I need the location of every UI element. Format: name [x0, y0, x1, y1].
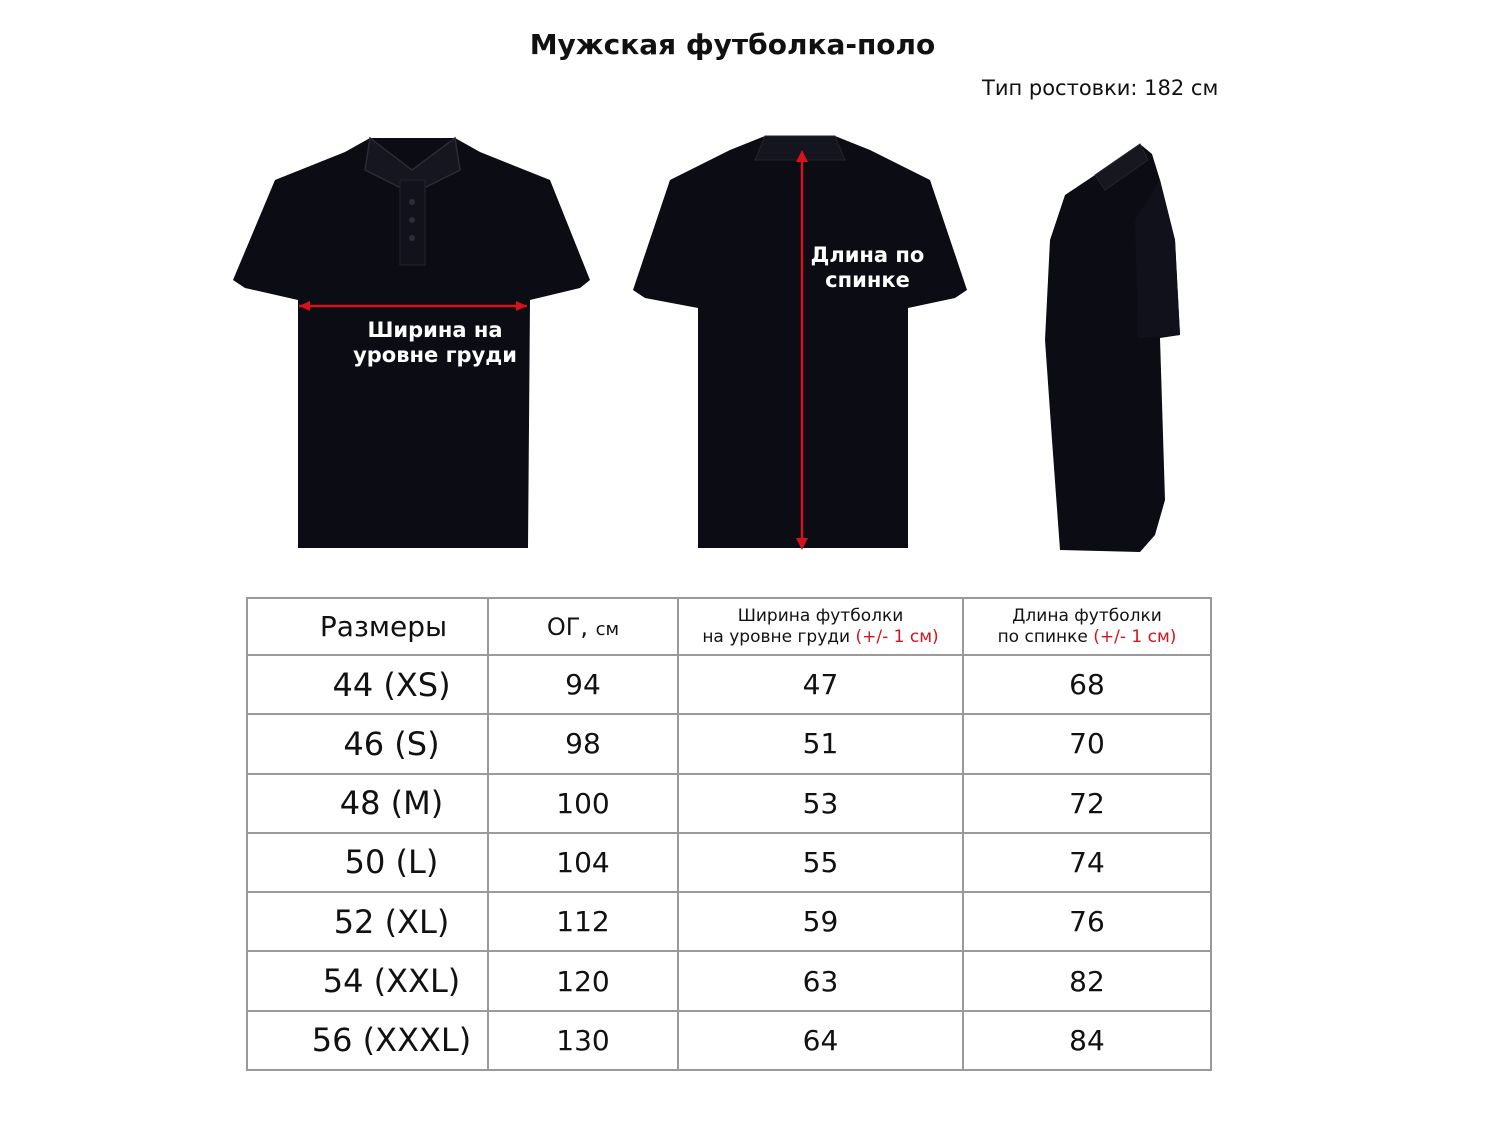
header-chest-width-tolerance: (+/- 1 см): [855, 626, 939, 647]
header-og-label: ОГ,: [546, 612, 589, 641]
cell-og: 112: [488, 892, 678, 951]
cell-size: 50 (L): [247, 833, 488, 892]
cell-og: 98: [488, 714, 678, 773]
cell-size: 54 (XXL): [247, 951, 488, 1010]
header-chest-width: [678, 598, 963, 655]
cell-width: 47: [678, 655, 963, 714]
height-note: Тип ростовки: 182 см: [982, 76, 1219, 100]
table-row: [247, 1011, 1211, 1070]
chest-width-label-line2: уровне груди: [353, 343, 517, 367]
cell-width: 51: [678, 714, 963, 773]
cell-width: 55: [678, 833, 963, 892]
cell-length: 74: [963, 833, 1211, 892]
size-table: [246, 597, 1212, 1071]
back-length-label-line1: Длина по: [810, 243, 925, 267]
cell-size: 46 (S): [247, 714, 488, 773]
header-back-length-tolerance: (+/- 1 см): [1093, 626, 1177, 647]
cell-width: 63: [678, 951, 963, 1010]
table-row: [247, 774, 1211, 833]
table-row: [247, 833, 1211, 892]
cell-length: 76: [963, 892, 1211, 951]
cell-size: 44 (XS): [247, 655, 488, 714]
cell-size: 52 (XL): [247, 892, 488, 951]
back-length-label: [800, 243, 935, 293]
header-chest-width-line2: на уровне груди: [702, 626, 851, 647]
cell-og: 100: [488, 774, 678, 833]
table-row: [247, 951, 1211, 1010]
polo-side-image: [1040, 140, 1190, 555]
header-back-length-line1: Длина футболки: [1012, 605, 1162, 626]
back-length-label-line2: спинке: [825, 268, 910, 292]
cell-width: 53: [678, 774, 963, 833]
header-back-length: [963, 598, 1211, 655]
table-row: [247, 892, 1211, 951]
cell-og: 120: [488, 951, 678, 1010]
header-back-length-line2: по спинке: [997, 626, 1088, 647]
chest-width-label-line1: Ширина на: [367, 318, 503, 342]
header-size: Размеры: [247, 598, 488, 655]
cell-width: 64: [678, 1011, 963, 1070]
cell-size: 48 (M): [247, 774, 488, 833]
header-chest-width-line1: Ширина футболки: [737, 605, 904, 626]
chest-width-label: [335, 318, 535, 368]
cell-length: 72: [963, 774, 1211, 833]
cell-size: 56 (XXXL): [247, 1011, 488, 1070]
table-row: [247, 655, 1211, 714]
cell-og: 104: [488, 833, 678, 892]
page-title: Мужская футболка-поло: [529, 28, 936, 61]
cell-og: 130: [488, 1011, 678, 1070]
cell-length: 82: [963, 951, 1211, 1010]
table-header-row: [247, 598, 1211, 655]
cell-width: 59: [678, 892, 963, 951]
cell-length: 84: [963, 1011, 1211, 1070]
table-row: [247, 714, 1211, 773]
header-og: [488, 598, 678, 655]
polo-back-image: [630, 130, 970, 550]
cell-og: 94: [488, 655, 678, 714]
cell-length: 68: [963, 655, 1211, 714]
header-og-unit: см: [595, 618, 620, 640]
cell-length: 70: [963, 714, 1211, 773]
